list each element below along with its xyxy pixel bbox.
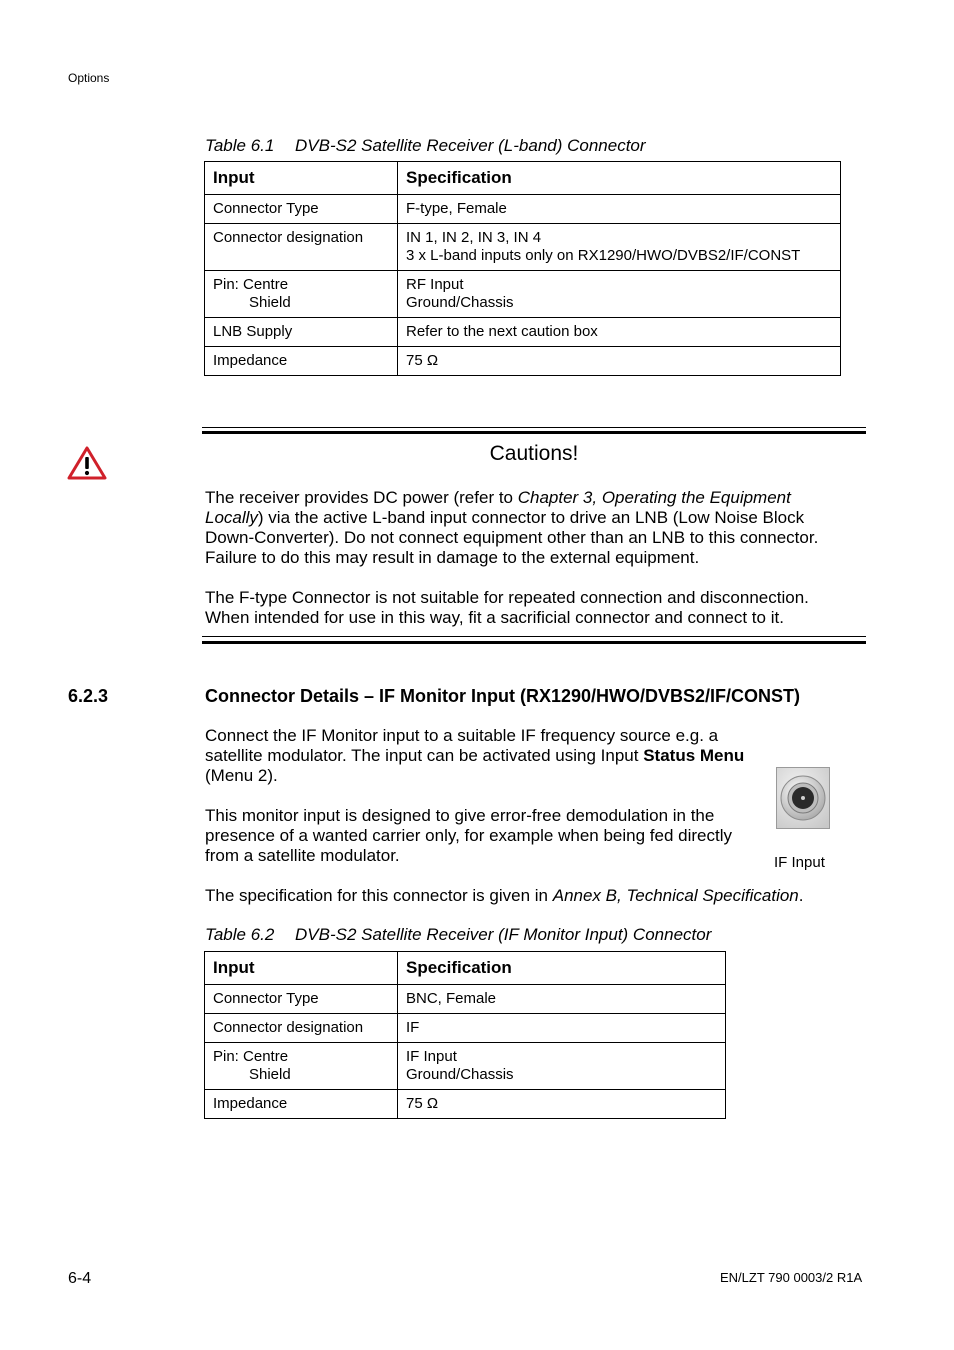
cell-spec: 75 Ω <box>398 1090 726 1119</box>
table-row <box>205 224 841 271</box>
table-header-row <box>205 162 841 195</box>
table-2-caption <box>205 925 711 945</box>
table-row <box>205 195 841 224</box>
section-paragraph-1 <box>205 726 745 786</box>
section-paragraph-3 <box>205 886 865 906</box>
cell-input: Impedance <box>205 347 398 376</box>
cell-spec: 75 Ω <box>398 347 841 376</box>
table-1-caption <box>205 136 646 156</box>
cell-input <box>205 271 398 318</box>
caution-title: Cautions! <box>489 442 579 465</box>
caution-top-rule-thick <box>202 431 866 434</box>
table-row <box>205 318 841 347</box>
page-number: 6-4 <box>68 1270 92 1287</box>
body-text: The specification for this connector is given in <box>205 886 553 905</box>
caution-paragraph-2: The F-type Connector is not suitable for repeated connection and disconnection. When intended for use in this way, fit a sacrificial connector and connect to it. <box>205 588 809 627</box>
cell-spec: F-type, Female <box>398 195 841 224</box>
running-header: Options <box>68 71 110 85</box>
table-row <box>205 1090 726 1119</box>
caution-bottom-rule-thin <box>202 636 866 637</box>
spec-line: Ground/Chassis <box>406 1066 514 1083</box>
cell-spec: Refer to the next caution box <box>398 318 841 347</box>
menu-reference: Status Menu <box>643 746 745 765</box>
section-number: 6.2.3 <box>68 686 109 706</box>
spec-line: IF Input <box>406 1048 457 1065</box>
bnc-connector-image <box>776 767 830 829</box>
connector-table-if-monitor <box>204 951 726 1119</box>
cell-spec <box>398 1043 726 1090</box>
connector-table-lband <box>204 161 841 376</box>
cell-spec: IF <box>398 1014 726 1043</box>
table-row <box>205 347 841 376</box>
cell-input <box>205 1043 398 1090</box>
pin-centre-label: Pin: Centre <box>213 1048 289 1065</box>
caution-text: The receiver provides DC power (refer to <box>205 488 518 507</box>
cell-input: Connector designation <box>205 1014 398 1043</box>
body-text: (Menu 2). <box>205 766 278 785</box>
header-input: Input <box>205 952 398 985</box>
table-2-caption-title: DVB-S2 Satellite Receiver (IF Monitor Input) Connector <box>295 925 712 944</box>
pin-shield-label: Shield <box>249 294 291 311</box>
caution-paragraph-1 <box>205 488 850 568</box>
table-row <box>205 271 841 318</box>
body-text: Connect the IF Monitor input to a suitable IF frequency source e.g. a satellite modulator. The input can be activated using Input <box>205 726 719 765</box>
pin-centre-label: Pin: Centre <box>213 276 289 293</box>
document-reference: EN/LZT 790 0003/2 R1A <box>720 1270 863 1285</box>
cell-spec <box>398 224 841 271</box>
table-1-caption-number: Table 6.1 <box>205 136 275 155</box>
table-header-row <box>205 952 726 985</box>
section-title: Connector Details – IF Monitor Input (RX1290/HWO/DVBS2/IF/CONST) <box>205 686 801 706</box>
cell-input: LNB Supply <box>205 318 398 347</box>
header-specification: Specification <box>398 952 726 985</box>
table-row <box>205 1043 726 1090</box>
spec-line: RF Input <box>406 276 464 293</box>
warning-triangle-icon <box>67 446 107 480</box>
section-paragraph-2: This monitor input is designed to give error-free demodulation in the presence of a wanted carrier only, for example when being fed directly from a satellite modulator. <box>205 806 732 865</box>
caution-bottom-rule-thick <box>202 641 866 644</box>
header-input: Input <box>205 162 398 195</box>
cell-input: Connector designation <box>205 224 398 271</box>
chapter-reference: Chapter 3, Operating the Equipment Locally <box>205 488 791 527</box>
cell-input: Connector Type <box>205 195 398 224</box>
cell-input: Impedance <box>205 1090 398 1119</box>
header-specification: Specification <box>398 162 841 195</box>
spec-line: IN 1, IN 2, IN 3, IN 4 <box>406 229 542 246</box>
caution-text: ) via the active L-band input connector to drive an LNB (Low Noise Block Down-Converter). Do not connect equipment other than an LNB to this connector. Failure to do this may result in damage to the external equipment. <box>205 508 819 567</box>
cell-spec <box>398 271 841 318</box>
figure-label: IF Input <box>774 854 825 871</box>
spec-line: Ground/Chassis <box>406 294 514 311</box>
caution-top-rule-thin <box>202 427 866 428</box>
table-row <box>205 1014 726 1043</box>
table-1-caption-title: DVB-S2 Satellite Receiver (L-band) Connector <box>295 136 646 155</box>
cell-spec: BNC, Female <box>398 985 726 1014</box>
spec-line: 3 x L-band inputs only on RX1290/HWO/DVBS2/IF/CONST <box>406 247 801 264</box>
annex-reference: Annex B, Technical Specification <box>552 886 799 905</box>
pin-shield-label: Shield <box>249 1066 291 1083</box>
body-text: . <box>798 886 804 905</box>
table-2-caption-number: Table 6.2 <box>205 925 275 944</box>
cell-input: Connector Type <box>205 985 398 1014</box>
table-row <box>205 985 726 1014</box>
